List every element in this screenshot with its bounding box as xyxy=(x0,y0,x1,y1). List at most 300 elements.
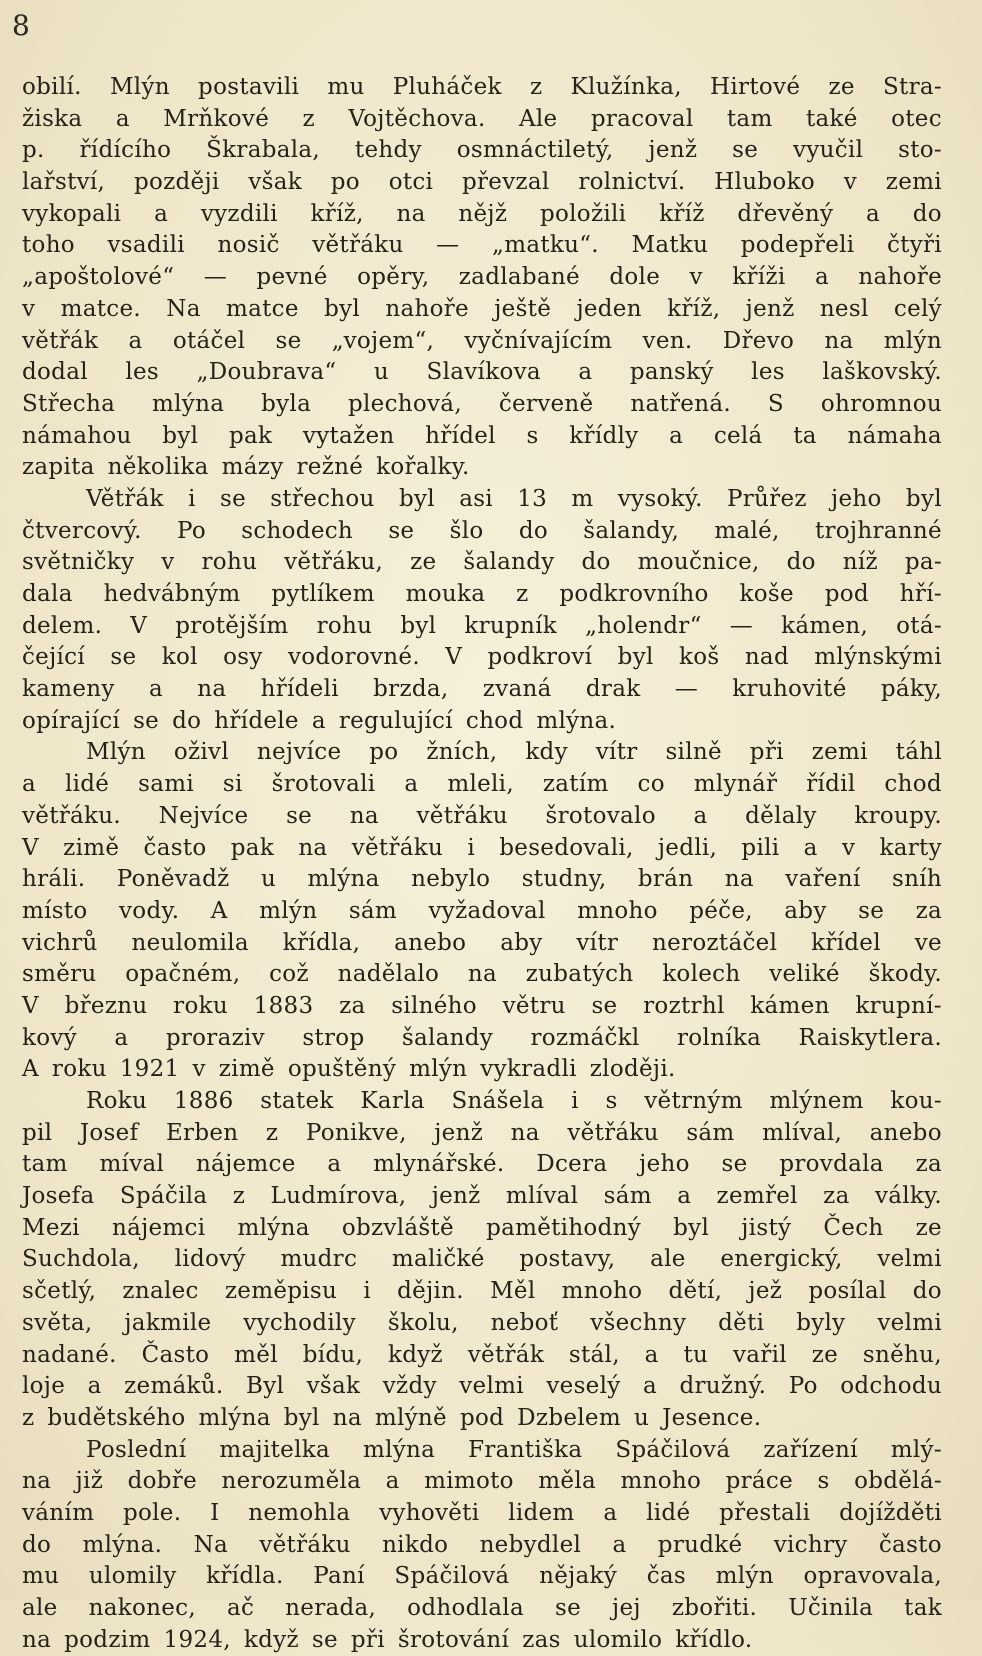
word: větřáku xyxy=(351,834,444,861)
word: často xyxy=(143,834,207,861)
word: hřídeli xyxy=(260,676,339,703)
word: nerozuměla xyxy=(221,1468,362,1495)
text-line xyxy=(22,737,942,769)
word: březnu xyxy=(64,992,148,1019)
word: dělaly xyxy=(745,802,817,829)
word: zloději. xyxy=(589,1056,676,1083)
word: nikdo xyxy=(382,1531,449,1558)
word: rohu xyxy=(316,612,373,639)
word: Měl xyxy=(490,1278,536,1305)
word: Paní xyxy=(313,1563,365,1590)
word: pil xyxy=(22,1119,53,1146)
word: mouka xyxy=(405,581,486,607)
word: kámen xyxy=(750,992,830,1019)
word: Ale xyxy=(518,105,558,132)
word: do xyxy=(172,707,202,734)
word: nosič xyxy=(217,232,280,259)
word: osmnáctiletý, xyxy=(456,137,614,164)
word: všechny xyxy=(590,1309,687,1336)
word: Karla xyxy=(360,1088,425,1114)
word: z xyxy=(232,1183,246,1210)
word: křídel xyxy=(811,929,881,956)
word: Mlýn xyxy=(86,739,146,766)
word: větřáku. xyxy=(22,802,122,829)
word: obilí. xyxy=(22,74,82,100)
word: zimě xyxy=(63,834,120,861)
word: šalandy xyxy=(463,549,555,576)
word: děti xyxy=(718,1309,765,1336)
word: kříži xyxy=(732,264,786,291)
word: dějin. xyxy=(397,1278,464,1305)
word: rohu xyxy=(201,549,258,576)
word: 1883 xyxy=(253,992,314,1019)
word: do xyxy=(786,549,816,576)
word: opírající xyxy=(22,707,121,734)
word: za xyxy=(339,992,366,1019)
word: roku xyxy=(51,1056,107,1083)
word: větřáku xyxy=(259,1531,351,1558)
word: ven. xyxy=(642,327,693,354)
word: ze xyxy=(828,74,855,100)
word: co xyxy=(637,771,665,798)
word: V xyxy=(130,612,148,639)
word: V xyxy=(22,992,39,1019)
word: a xyxy=(128,327,143,354)
word: místo xyxy=(22,897,88,924)
word: 1924, xyxy=(163,1626,231,1653)
word: zimě xyxy=(218,1056,275,1083)
word: byl xyxy=(324,295,361,322)
word: opačném, xyxy=(125,961,241,988)
word: dodal xyxy=(22,359,88,386)
word: se xyxy=(110,644,137,671)
word: zas xyxy=(522,1626,561,1653)
word: pak xyxy=(230,834,275,861)
word: Na xyxy=(166,295,201,322)
word: mlýn xyxy=(715,1563,774,1590)
word: v xyxy=(22,295,36,322)
word: jenž xyxy=(434,1119,484,1146)
word: kříž xyxy=(659,200,705,227)
word: se xyxy=(554,1595,581,1621)
word: hráli. xyxy=(22,866,86,893)
word: na xyxy=(724,866,754,893)
word: a xyxy=(115,105,130,132)
text-line xyxy=(22,421,942,453)
word: delem. xyxy=(22,612,103,639)
word: mlýna xyxy=(198,1404,271,1431)
word: byl xyxy=(283,1404,320,1431)
word: jež xyxy=(748,1278,783,1305)
word: a xyxy=(814,264,829,291)
word: hřídele xyxy=(214,707,299,734)
word: když xyxy=(243,1626,299,1653)
text-line xyxy=(22,326,942,358)
text-line xyxy=(22,706,942,738)
word: křídla. xyxy=(206,1563,284,1590)
word: nad xyxy=(744,644,789,671)
word: na xyxy=(824,327,854,354)
word: mlýn xyxy=(259,897,318,924)
word: s xyxy=(605,1088,618,1114)
word: koš xyxy=(678,644,720,671)
word: I xyxy=(210,1499,220,1526)
word: družný. xyxy=(679,1373,767,1400)
word: mlýně xyxy=(374,1404,447,1431)
word: — xyxy=(674,676,699,703)
word: odhodlala xyxy=(407,1595,524,1621)
word: maličké xyxy=(391,1246,485,1273)
text-line xyxy=(22,484,942,516)
word: otá- xyxy=(896,612,942,639)
word: zemřel xyxy=(716,1183,798,1210)
word: budětského xyxy=(47,1404,186,1431)
word: na xyxy=(349,802,379,829)
word: Střecha xyxy=(22,390,116,417)
word: mu xyxy=(22,1563,60,1590)
word: opěry, xyxy=(357,264,430,291)
word: a xyxy=(578,359,593,386)
word: mlýna xyxy=(237,1214,310,1241)
text-line xyxy=(22,674,942,706)
word: roztrhl xyxy=(643,992,725,1019)
word: matce xyxy=(226,295,299,322)
text-line xyxy=(22,1593,942,1625)
word: jakmile xyxy=(124,1309,212,1336)
word: regulující xyxy=(338,707,453,734)
word: vykradli xyxy=(480,1056,577,1083)
word: péče, xyxy=(689,897,753,924)
word: prudké xyxy=(657,1531,743,1558)
word: škody. xyxy=(868,961,942,988)
word: jenž xyxy=(431,1183,481,1210)
word: i xyxy=(188,485,196,512)
word: nesl xyxy=(819,295,869,322)
word: vyhověti xyxy=(379,1499,480,1526)
word: kroupy. xyxy=(854,802,942,829)
word: měla xyxy=(538,1468,596,1495)
word: šrotování xyxy=(397,1626,510,1653)
word: a xyxy=(677,1183,692,1210)
word: mu xyxy=(327,74,365,100)
word: Hirtové xyxy=(710,74,801,100)
word: aby xyxy=(500,929,543,956)
word: opravovala, xyxy=(803,1563,942,1590)
word: položili xyxy=(539,200,627,227)
word: převzal xyxy=(461,169,550,196)
word: 1886 xyxy=(173,1088,234,1114)
word: neulomila xyxy=(131,929,249,956)
word: do xyxy=(912,200,942,227)
word: se xyxy=(286,802,313,829)
word: později xyxy=(133,169,220,196)
word: byl xyxy=(617,644,654,671)
word: — xyxy=(203,264,227,291)
word: les xyxy=(751,359,785,386)
word: pevné xyxy=(256,264,328,291)
word: kruhovité xyxy=(732,676,847,703)
word: jenž xyxy=(745,295,795,322)
word: se xyxy=(721,1151,748,1178)
word: na xyxy=(510,1119,540,1146)
word: energický, xyxy=(720,1246,843,1273)
word: moučnice, xyxy=(637,549,760,576)
text-line xyxy=(22,801,942,833)
text-line xyxy=(22,959,942,991)
word: m xyxy=(571,485,594,512)
word: váním xyxy=(22,1499,95,1526)
word: plechová, xyxy=(347,390,462,417)
word: sčetlý, xyxy=(22,1278,97,1305)
word: neboť xyxy=(490,1309,559,1336)
word: odchodu xyxy=(840,1373,942,1400)
word: školu, xyxy=(387,1309,459,1336)
word: ještě xyxy=(494,295,552,322)
word: si xyxy=(222,771,243,798)
word: pytlíkem xyxy=(271,581,375,607)
word: Pluháček xyxy=(392,74,502,100)
word: mlíval xyxy=(505,1183,579,1210)
word: toho xyxy=(22,232,75,259)
word: nebydlel xyxy=(479,1531,582,1558)
word: a xyxy=(148,676,163,703)
word: vaření xyxy=(785,866,861,893)
word: provdala xyxy=(779,1151,884,1178)
word: větřák xyxy=(467,1341,545,1368)
word: mlýn xyxy=(883,327,942,354)
word: nějaký xyxy=(539,1563,618,1590)
word: Dzbelem xyxy=(517,1404,621,1431)
word: při xyxy=(749,739,784,766)
word: „vojem“, xyxy=(331,327,435,354)
word: tehdy xyxy=(354,137,422,164)
word: A xyxy=(210,897,228,924)
word: z xyxy=(22,1404,35,1431)
word: na xyxy=(396,200,426,227)
text-line xyxy=(22,1561,942,1593)
text-line xyxy=(22,1498,942,1530)
word: Průřez xyxy=(726,485,807,512)
word: také xyxy=(805,105,858,132)
word: ač xyxy=(226,1595,255,1621)
word: zapita xyxy=(22,454,95,481)
word: kámen, xyxy=(781,612,869,639)
word: nahoře xyxy=(385,295,469,322)
word: sám xyxy=(603,1183,652,1210)
word: a xyxy=(866,200,881,227)
word: pod xyxy=(459,1404,505,1431)
word: táhl xyxy=(895,739,942,766)
word: řídícího xyxy=(79,137,172,164)
word: kříž, xyxy=(310,200,364,227)
word: podkroví xyxy=(487,644,593,671)
word: však xyxy=(248,169,302,196)
word: vody. xyxy=(119,897,180,924)
word: silně xyxy=(665,739,722,766)
text-line xyxy=(22,1054,942,1086)
word: tu xyxy=(683,1341,709,1368)
word: mlý- xyxy=(890,1436,942,1463)
word: mlýnskými xyxy=(814,644,942,671)
word: u xyxy=(633,1404,650,1431)
word: dojížděti xyxy=(839,1499,942,1526)
word: veliké xyxy=(769,961,840,988)
word: lidé xyxy=(64,771,110,798)
word: byly xyxy=(796,1309,846,1336)
word: mimoto xyxy=(424,1468,514,1495)
word: mlýna xyxy=(152,390,225,417)
word: velmi xyxy=(459,1373,524,1400)
word: byl xyxy=(398,485,435,512)
word: zemi xyxy=(811,739,868,766)
text-line xyxy=(22,1213,942,1245)
word: v xyxy=(161,549,175,576)
word: otáčel xyxy=(172,327,246,354)
word: čtvercový. xyxy=(22,517,142,544)
word: velmi xyxy=(877,1309,942,1336)
text-line xyxy=(22,1023,942,1055)
word: Hluboko xyxy=(714,169,815,196)
word: byl xyxy=(673,1214,710,1241)
word: u xyxy=(260,866,277,893)
word: nadělalo xyxy=(337,961,440,988)
word: ze xyxy=(410,549,437,576)
word: i xyxy=(467,834,476,861)
word: protějším xyxy=(175,612,289,639)
word: a xyxy=(154,200,169,227)
word: a xyxy=(114,1024,129,1051)
word: nadané. xyxy=(22,1341,117,1368)
word: oživl xyxy=(173,739,229,766)
word: s xyxy=(526,422,539,449)
word: pole. xyxy=(122,1499,182,1526)
word: Škrabala, xyxy=(206,137,321,164)
word: — xyxy=(436,232,460,259)
word: se xyxy=(133,707,160,734)
word: mlýna xyxy=(362,1436,436,1463)
word: zadlabané xyxy=(458,264,580,291)
text-line xyxy=(22,199,942,231)
text-line xyxy=(22,516,942,548)
word: pak xyxy=(228,422,273,449)
word: byl xyxy=(905,485,942,512)
word: celá xyxy=(713,422,763,449)
word: z xyxy=(529,74,543,100)
word: vyučil xyxy=(793,137,864,164)
word: rolníka xyxy=(676,1024,762,1051)
word: dole xyxy=(609,264,661,291)
word: byla xyxy=(261,390,312,417)
word: Erben xyxy=(165,1119,239,1146)
word: krupní- xyxy=(855,992,942,1019)
word: již xyxy=(75,1468,104,1495)
word: pracoval xyxy=(590,105,694,132)
word: Mrňkové xyxy=(163,105,270,132)
word: páky, xyxy=(880,676,942,703)
word: ale xyxy=(650,1246,686,1273)
text-line xyxy=(22,991,942,1023)
word: Spáčilová xyxy=(394,1563,510,1590)
word: „Doubrava“ xyxy=(196,359,337,386)
word: několika xyxy=(107,454,209,481)
word: do xyxy=(518,517,548,544)
word: les xyxy=(125,359,160,386)
word: ale xyxy=(22,1595,58,1621)
word: z xyxy=(302,105,315,132)
text-line xyxy=(22,1371,942,1403)
word: a xyxy=(603,1499,618,1526)
word: větřáku, xyxy=(284,549,384,576)
word: vyzdili xyxy=(200,200,278,227)
word: za xyxy=(915,897,942,924)
word: a xyxy=(311,707,326,734)
word: Roku xyxy=(86,1088,148,1114)
word: ta xyxy=(793,422,817,449)
word: dobře xyxy=(127,1468,197,1495)
text-line xyxy=(22,357,942,389)
word: tam xyxy=(22,1151,68,1178)
word: což xyxy=(269,961,309,988)
word: křídly xyxy=(569,422,639,449)
word: V xyxy=(445,644,463,671)
word: v xyxy=(843,169,858,196)
word: vichry xyxy=(773,1531,848,1558)
word: když xyxy=(387,1341,443,1368)
word: kový xyxy=(22,1024,77,1051)
text-line xyxy=(22,579,942,611)
word: matce. xyxy=(60,295,141,322)
text-line xyxy=(22,547,942,579)
text-line xyxy=(22,642,942,674)
word: sto- xyxy=(898,137,942,164)
word: jistý xyxy=(741,1214,792,1241)
word: a xyxy=(327,1151,342,1178)
word: na xyxy=(22,1468,52,1495)
word: mleli, xyxy=(447,771,514,798)
word: chod xyxy=(884,771,942,798)
word: řídil xyxy=(806,771,856,798)
word: červeně xyxy=(498,390,594,417)
word: osy xyxy=(223,644,263,671)
text-line xyxy=(22,104,942,136)
word: do xyxy=(912,1278,942,1305)
word: i xyxy=(363,1278,371,1305)
word: neroztáčel xyxy=(652,929,778,956)
word: Klužínka, xyxy=(570,74,682,100)
word: Čech xyxy=(823,1214,884,1241)
word: žiska xyxy=(22,105,83,132)
word: nemohla xyxy=(248,1499,351,1526)
word: laškovský. xyxy=(822,359,942,386)
word: a xyxy=(612,1531,627,1558)
word: Po xyxy=(788,1373,818,1400)
text-line xyxy=(22,1435,942,1467)
word: dřevěný xyxy=(737,200,834,227)
text-line xyxy=(22,1403,942,1435)
word: „matku“. xyxy=(492,232,599,259)
word: lidé xyxy=(646,1499,691,1526)
word: a xyxy=(803,834,818,861)
word: při xyxy=(350,1626,385,1653)
word: žních, xyxy=(426,739,498,766)
word: ulomily xyxy=(88,1563,177,1590)
word: sníh xyxy=(892,866,942,893)
word: — xyxy=(729,612,754,639)
word: z xyxy=(516,581,529,607)
word: Větřák xyxy=(86,485,164,512)
word: nahoře xyxy=(858,264,942,291)
word: karty xyxy=(879,834,942,861)
